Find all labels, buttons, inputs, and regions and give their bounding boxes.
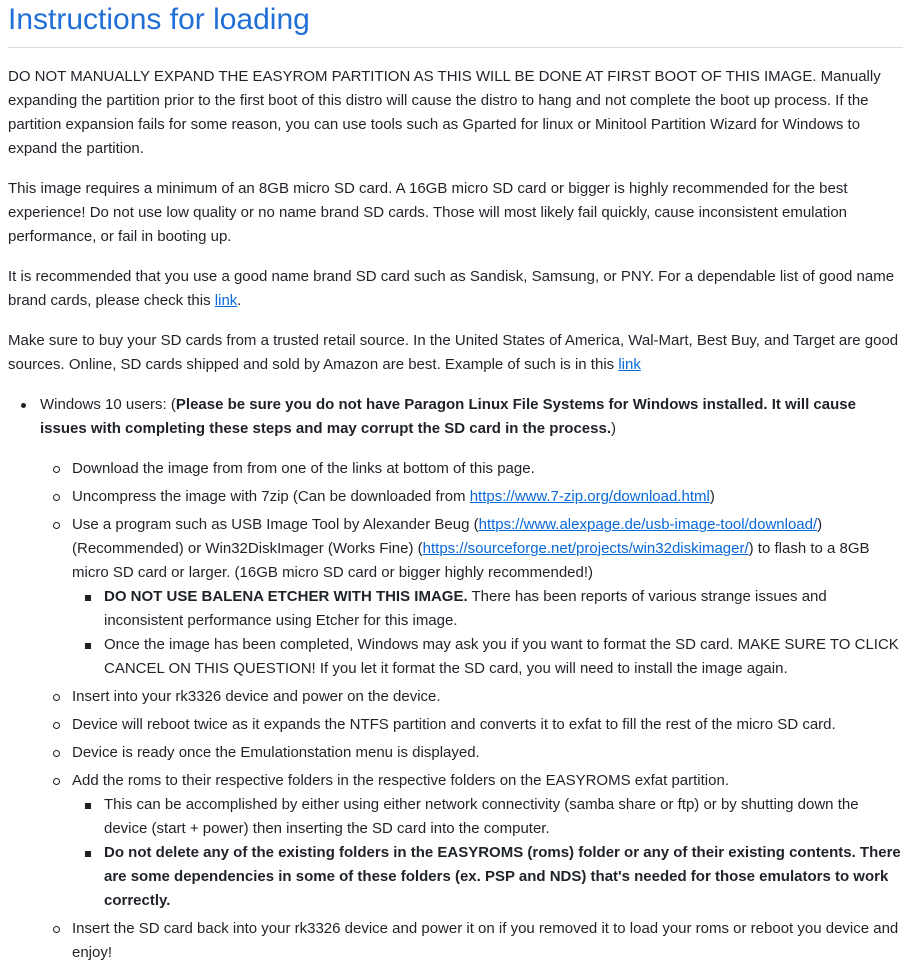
step-reboot: Device will reboot twice as it expands the NTFS partition and converts it to exfat to fill the rest of the micro SD card. bbox=[72, 713, 903, 737]
windows-lead: Windows 10 users: ( bbox=[40, 396, 176, 413]
retail-example-link[interactable]: link bbox=[618, 356, 641, 373]
format-warning-item: Once the image has been completed, Windows may ask you if you want to format the SD card. MAKE SURE TO CLICK CANCEL ON THIS QUESTION! If you let it format the SD card, you will need to install the image again. bbox=[104, 633, 903, 681]
brand-recommendation-paragraph bbox=[8, 265, 903, 313]
brand-text: It is recommended that you use a good name brand SD card such as Sandisk, Samsung, or PNY. For a dependable list of good name brand cards, please check this bbox=[8, 268, 895, 309]
retail-text: Make sure to buy your SD cards from a trusted retail source. In the United States of America, Wal-Mart, Best Buy, and Target are good sources. Online, SD cards shipped and sold by Amazon are best. Example of such is in this bbox=[8, 332, 899, 373]
balena-warning-item bbox=[104, 585, 903, 633]
step-enjoy: Insert the SD card back into your rk3326 device and power it on if you removed it to load your roms or reboot you device and enjoy! bbox=[72, 917, 903, 965]
roms-transfer-item: This can be accomplished by either using either network connectivity (samba share or ftp) or by shutting down the device (start + power) then inserting the SD card into the computer. bbox=[104, 793, 903, 841]
instructions-list bbox=[8, 393, 903, 965]
step-uncompress bbox=[72, 485, 903, 509]
step-ready: Device is ready once the Emulationstation menu is displayed. bbox=[72, 741, 903, 765]
step-flash-end: ) to flash to a 8GB micro SD card or larger. (16GB micro SD card or bigger highly recommended!) bbox=[72, 540, 870, 581]
brand-list-link[interactable]: link bbox=[214, 292, 238, 309]
windows-close: ) bbox=[610, 420, 616, 437]
step-add-roms-text: Add the roms to their respective folders in the respective folders on the EASYROMS exfat partition. bbox=[72, 772, 729, 789]
step-insert: Insert into your rk3326 device and power on the device. bbox=[72, 685, 903, 709]
paragon-warning: Please be sure you do not have Paragon Linux File Systems for Windows installed. It will cause issues with completing these steps and may corrupt the SD card in the process. bbox=[40, 396, 856, 437]
warning-paragraph: DO NOT MANUALLY EXPAND THE EASYROM PARTITION AS THIS WILL BE DONE AT FIRST BOOT OF THIS IMAGE. Manually expanding the partition prior to the first boot of this distro will cause the distro to hang and not complete the boot up process. If the partition expansion fails for some reason, you can use tools such as Gparted for linux or Minitool Partition Wizard for Windows to expand the partition. bbox=[8, 68, 881, 157]
windows-users-item bbox=[40, 393, 903, 965]
step-uncompress-end: ) bbox=[709, 488, 715, 505]
7zip-link[interactable]: https://www.7-zip.org/download.html bbox=[469, 488, 710, 505]
balena-warning: DO NOT USE BALENA ETCHER WITH THIS IMAGE. bbox=[104, 588, 468, 605]
win32diskimager-link[interactable]: https://sourceforge.net/projects/win32diskimager/ bbox=[422, 540, 749, 557]
step-flash-text: Use a program such as USB Image Tool by Alexander Beug ( bbox=[72, 516, 479, 533]
roms-folder-warning-item bbox=[104, 841, 903, 913]
retail-source-paragraph bbox=[8, 329, 903, 377]
balena-warning-text: There has been reports of various strange issues and inconsistent performance using Etcher for this image. bbox=[104, 588, 827, 629]
brand-text-end: . bbox=[237, 292, 242, 309]
step-download: Download the image from from one of the links at bottom of this page. bbox=[72, 457, 903, 481]
flash-notes-list bbox=[72, 585, 903, 681]
windows-steps-list bbox=[40, 457, 903, 965]
step-flash bbox=[72, 513, 903, 681]
step-add-roms bbox=[72, 769, 903, 913]
step-uncompress-text: Uncompress the image with 7zip (Can be downloaded from bbox=[72, 488, 470, 505]
step-flash-mid: ) (Recommended) or Win32DiskImager (Works Fine) ( bbox=[72, 516, 823, 557]
roms-notes-list bbox=[72, 793, 903, 913]
usb-image-tool-link[interactable]: https://www.alexpage.de/usb-image-tool/download/ bbox=[478, 516, 818, 533]
sd-requirement-paragraph: This image requires a minimum of an 8GB micro SD card. A 16GB micro SD card or bigger is highly recommended for the best experience! Do not use low quality or no name brand SD cards. Those will most likely fail quickly, cause inconsistent emulation performance, or fail in booting up. bbox=[8, 180, 848, 245]
page-title: Instructions for loading bbox=[8, 0, 903, 48]
roms-folder-warning: Do not delete any of the existing folders in the EASYROMS (roms) folder or any of their existing contents. There are some dependencies in some of these folders (ex. PSP and NDS) that's needed for those emulators to work correctly. bbox=[104, 844, 901, 909]
